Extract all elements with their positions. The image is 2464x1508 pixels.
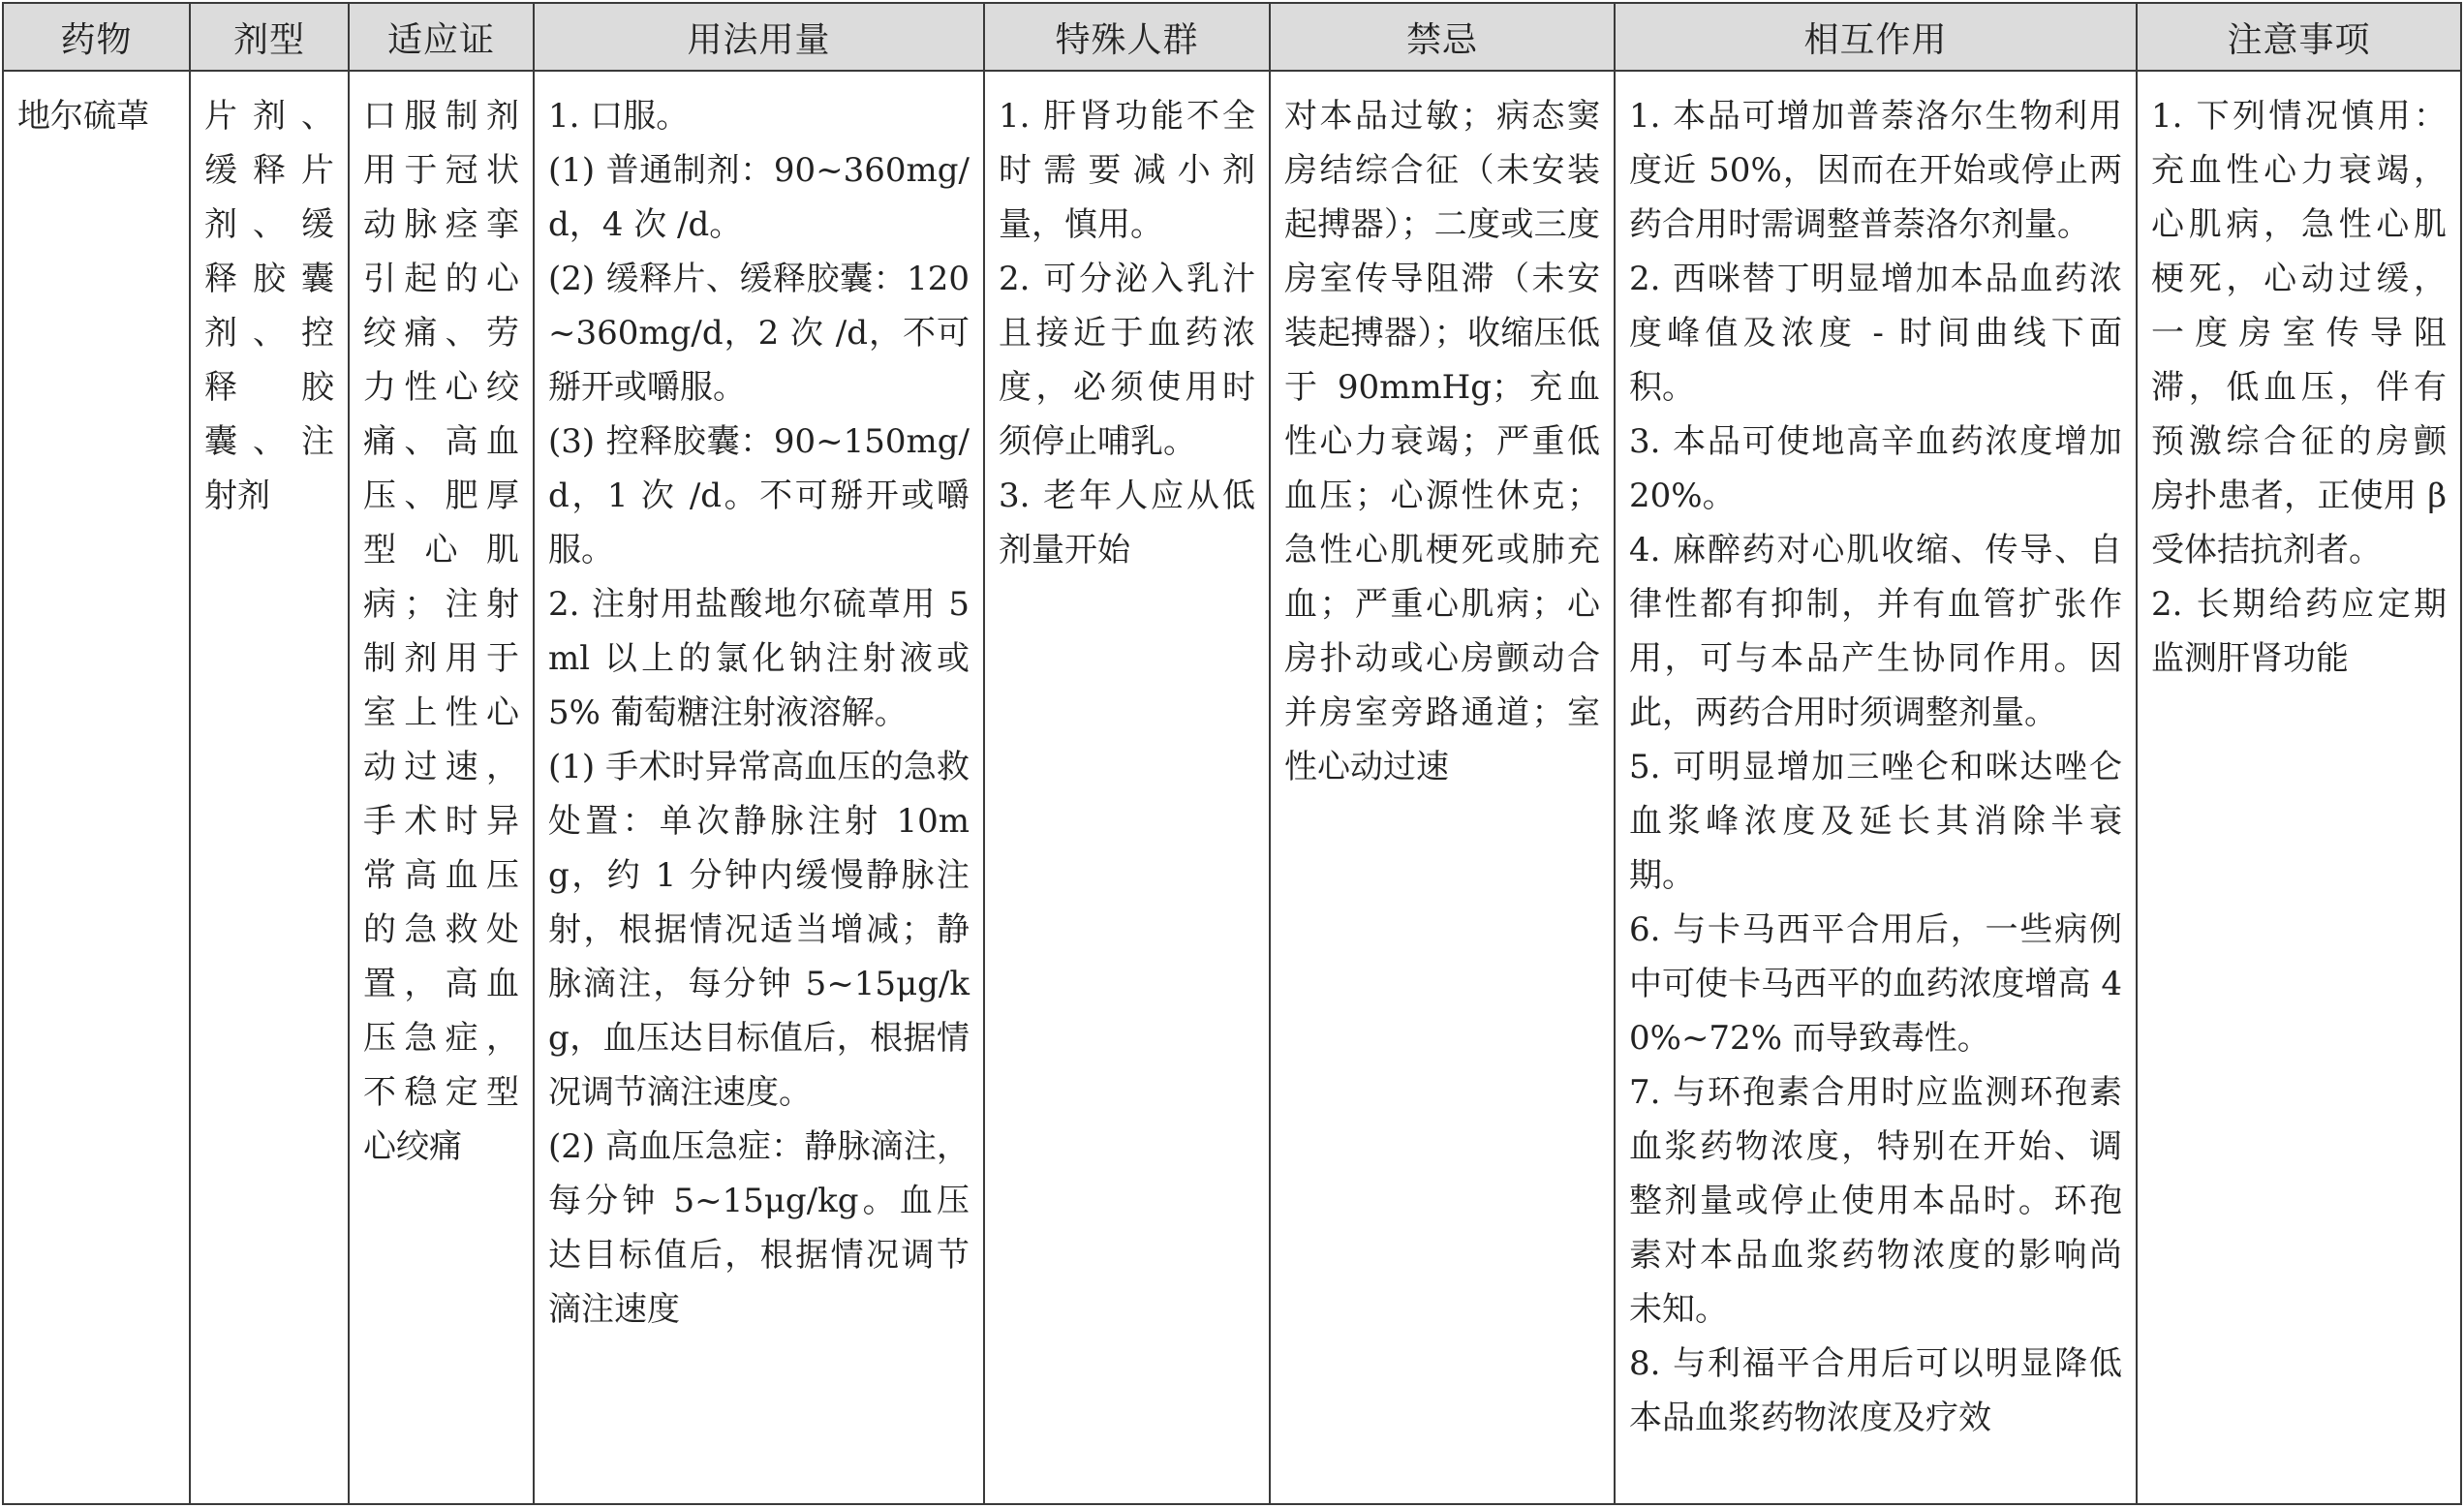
precaution-item: 1. 下列情况慎用：充血性心力衰竭，心肌病，急性心肌梗死，心动过缓，一度房室传导阻滞，低血压，伴有预激综合征的房颤房扑患者，正使用 β 受体拮抗剂者。 [2151,97,2447,569]
interaction-item: 6. 与卡马西平合用后，一些病例中可使卡马西平的血药浓度增高 40%~72% 而导致毒性。 [1629,910,2122,1058]
header-precautions: 注意事项 [2137,3,2461,71]
table-row [3,71,2461,1504]
cell-contraindications: 对本品过敏；病态窦房结综合征（未安装起搏器）；二度或三度房室传导阻滞（未安装起搏器）；收缩压低于 90mmHg；充血性心力衰竭；严重低血压；心源性休克；急性心肌梗死或肺充血；严重心肌病；心房扑动或心房颤动合并房室旁路通道；室性心动过速 [1270,71,1615,1504]
cell-interactions [1615,71,2137,1504]
header-indications: 适应证 [349,3,534,71]
header-dosage-form: 剂型 [190,3,349,71]
precaution-item: 2. 长期给药应定期监测肝肾功能 [2151,585,2447,678]
interaction-item: 1. 本品可增加普萘洛尔生物利用度近 50%，因而在开始或停止两药合用时需调整普萘洛尔剂量。 [1629,97,2122,244]
interaction-item: 7. 与环孢素合用时应监测环孢素血浆药物浓度，特别在开始、调整剂量或停止使用本品时。环孢素对本品血浆药物浓度的影响尚未知。 [1629,1073,2122,1329]
cell-usage [534,71,984,1504]
special-population-item: 3. 老年人应从低剂量开始 [999,477,1255,569]
interaction-item: 3. 本品可使地高辛血药浓度增加 20%。 [1629,422,2122,515]
interaction-item: 8. 与利福平合用后可以明显降低本品血浆药物浓度及疗效 [1629,1344,2122,1437]
header-usage: 用法用量 [534,3,984,71]
cell-precautions [2137,71,2461,1504]
usage-line: (2) 高血压急症：静脉滴注，每分钟 5~15μg/kg。血压达目标值后，根据情况调节滴注速度 [548,1127,970,1329]
interaction-item: 5. 可明显增加三唑仑和咪达唑仑血浆峰浓度及延长其消除半衰期。 [1629,748,2122,895]
special-population-item: 1. 肝肾功能不全时需要减小剂量，慎用。 [999,97,1255,244]
cell-indications: 口服制剂用于冠状动脉痉挛引起的心绞痛、劳力性心绞痛、高血压、肥厚型心肌病；注射制剂用于室上性心动过速，手术时异常高血压的急救处置，高血压急症，不稳定型心绞痛 [349,71,534,1504]
header-drug: 药物 [3,3,190,71]
interaction-item: 4. 麻醉药对心肌收缩、传导、自律性都有抑制，并有血管扩张作用，可与本品产生协同作用。因此，两药合用时须调整剂量。 [1629,531,2122,732]
usage-line: (1) 普通制剂：90~360mg/d，4 次 /d。 [548,151,970,244]
usage-line: 2. 注射用盐酸地尔硫䓬用 5ml 以上的氯化钠注射液或 5% 葡萄糖注射液溶解。 [548,585,970,732]
table-header-row [3,3,2461,71]
header-special-populations: 特殊人群 [984,3,1270,71]
usage-line: (2) 缓释片、缓释胶囊：120~360mg/d，2 次 /d，不可掰开或嚼服。 [548,260,970,407]
cell-special-populations [984,71,1270,1504]
interaction-item: 2. 西咪替丁明显增加本品血药浓度峰值及浓度 - 时间曲线下面积。 [1629,260,2122,407]
cell-drug-name: 地尔硫䓬 [3,71,190,1504]
header-interactions: 相互作用 [1615,3,2137,71]
usage-line: 1. 口服。 [548,97,690,136]
usage-line: (3) 控释胶囊：90~150mg/d，1 次 /d。不可掰开或嚼服。 [548,422,970,569]
drug-info-table [2,2,2462,1505]
usage-line: (1) 手术时异常高血压的急救处置：单次静脉注射 10mg，约 1 分钟内缓慢静脉注射，根据情况适当增减；静脉滴注，每分钟 5~15μg/kg，血压达目标值后，根据情况调节滴注速度。 [548,748,970,1112]
cell-dosage-form: 片剂、缓释片剂、缓释胶囊剂、控释胶囊、注射剂 [190,71,349,1504]
header-contraindications: 禁忌 [1270,3,1615,71]
special-population-item: 2. 可分泌入乳汁且接近于血药浓度，必须使用时须停止哺乳。 [999,260,1255,461]
